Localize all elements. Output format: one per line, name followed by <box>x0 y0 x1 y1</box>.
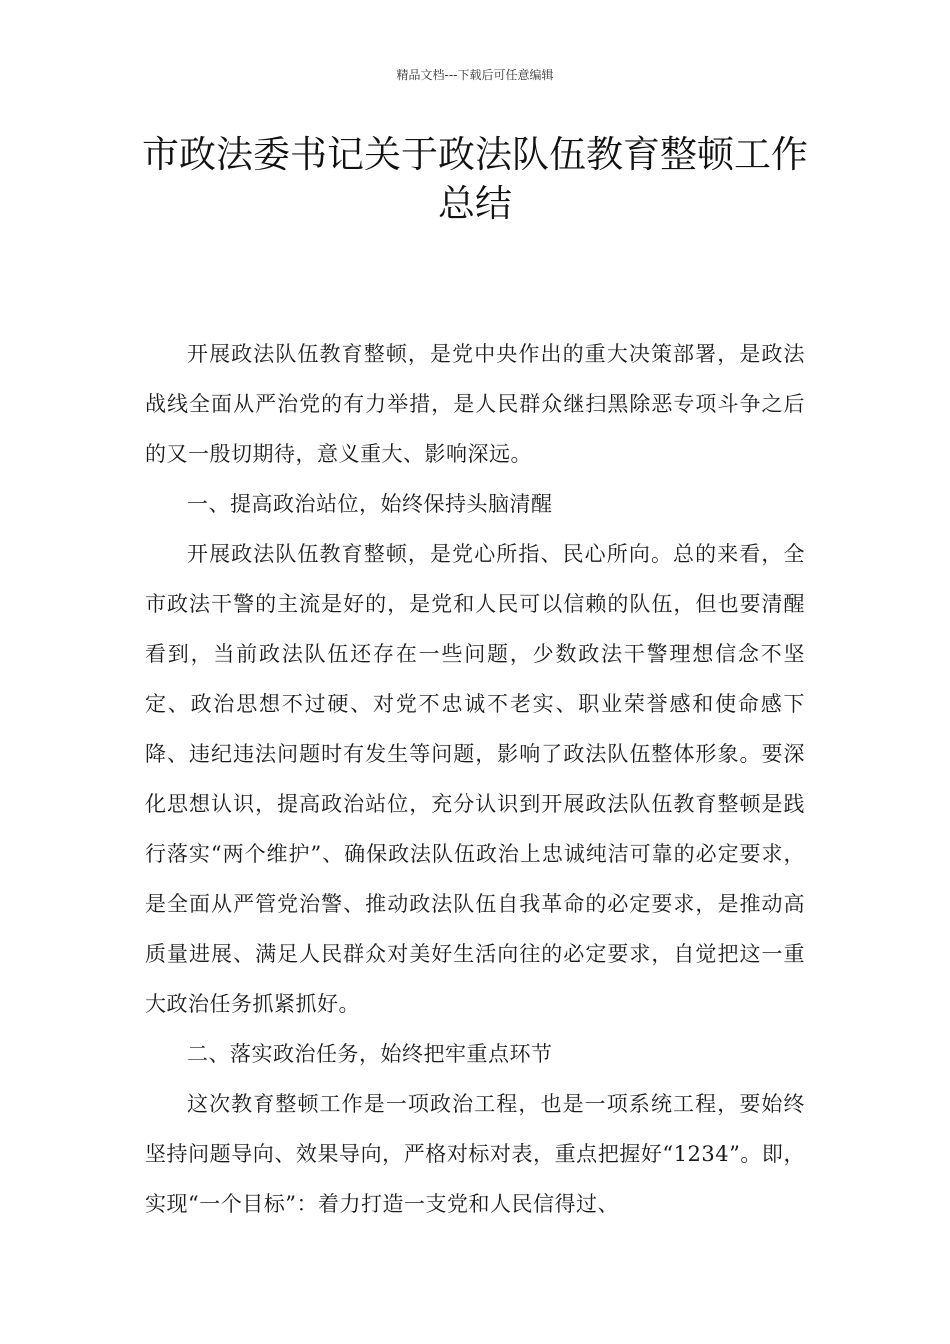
intro-paragraph: 开展政法队伍教育整顿，是党中央作出的重大决策部署，是政法战线全面从严治党的有力举措，是人民群众继扫黑除恶专项斗争之后的又一殷切期待，意义重大、影响深远。 <box>145 342 805 466</box>
section-heading-1: 一、提高政治站位，始终保持头脑清醒 <box>187 492 553 516</box>
header-note: 精品文档---下载后可任意编辑 <box>396 68 554 82</box>
document-title: 市政法委书记关于政法队伍教育整顿工作总结 <box>142 133 808 225</box>
section-1-paragraph: 开展政法队伍教育整顿，是党心所指、民心所向。总的来看，全市政法干警的主流是好的，是党和人民可以信赖的队伍，但也要清醒看到，当前政法队伍还存在一些问题，少数政法干警理想信念不坚定、政治思想不过硬、对党不忠诚不老实、职业荣誉感和使命感下降、违纪违法问题时有发生等问题，影响了政法队伍整体形象。要深化思想认识，提高政治站位，充分认识到开展政法队伍教育整顿是践行落实“两个维护”、确保政法队伍政治上忠诚纯洁可靠的必定要求，是全面从严管党治警、推动政法队伍自我革命的必定要求，是推动高质量进展、满足人民群众对美好生活向往的必定要求，自觉把这一重大政治任务抓紧抓好。 <box>145 542 805 1016</box>
section-heading-2: 二、落实政治任务，始终把牢重点环节 <box>187 1042 553 1066</box>
section-2-paragraph: 这次教育整顿工作是一项政治工程，也是一项系统工程，要始终坚持问题导向、效果导向，严格对标对表，重点把握好“1234”。即，实现“一个目标”：着力打造一支党和人民信得过、 <box>145 1092 805 1216</box>
document-body <box>145 329 805 1229</box>
